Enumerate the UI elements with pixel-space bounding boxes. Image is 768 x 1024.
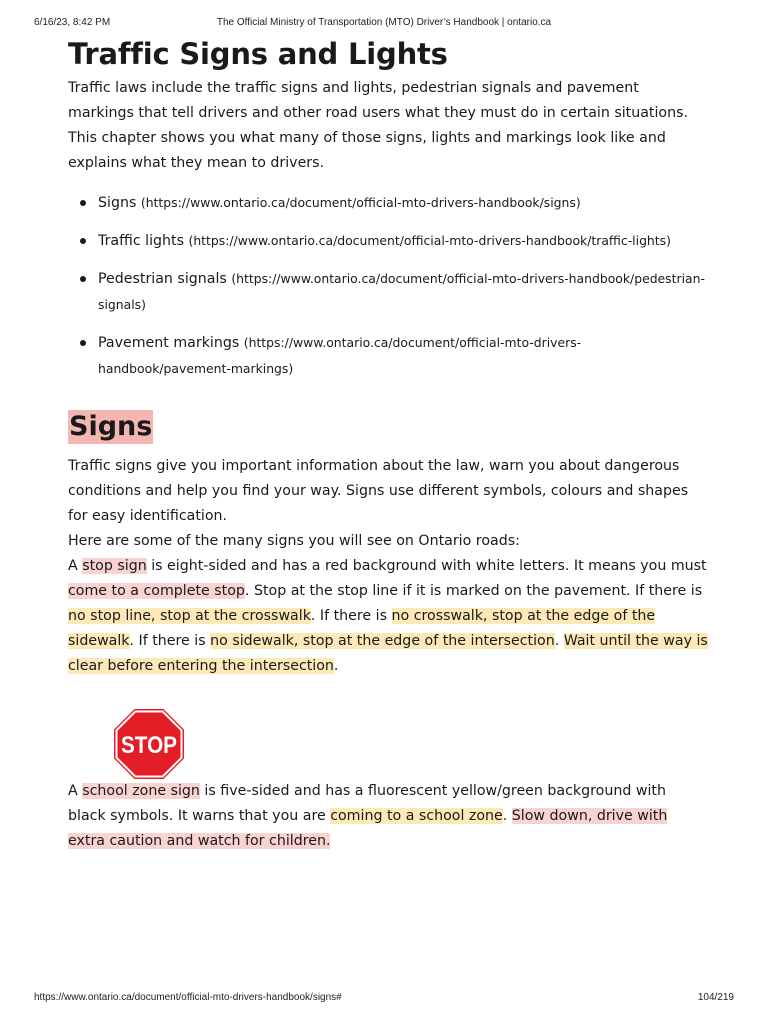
- bullet-icon: [80, 276, 86, 282]
- highlight-wait-until-clear: Wait until the way is clear before entering the intersection: [68, 633, 708, 674]
- highlight-no-sidewalk: no sidewalk, stop at the edge of the intersection: [210, 633, 555, 649]
- link-url-signs[interactable]: (https://www.ontario.ca/document/official-mto-drivers-handbook/signs): [140, 195, 581, 210]
- link-url-pavement-markings[interactable]: (https://www.ontario.ca/document/official-mto-drivers-handbook/pavement-markings): [98, 335, 582, 376]
- stop-sign-paragraph: [68, 554, 708, 679]
- highlight-complete-stop: come to a complete stop: [68, 583, 245, 599]
- print-footer: [34, 992, 734, 1006]
- highlight-no-crosswalk: no crosswalk, stop at the edge of the sidewalk: [68, 608, 656, 649]
- page-title: Traffic Signs and Lights: [68, 37, 448, 71]
- text-run: . Stop at the stop line if it is marked on the pavement. If there is: [244, 583, 703, 599]
- signs-intro-paragraph: Traffic signs give you important information about the law, warn you about dangerous conditions and help you find your way. Signs use different symbols, colours and shapes for easy identification.: [68, 458, 689, 524]
- text-run: is eight-sided and has a red background with white letters. It means you must: [146, 558, 707, 574]
- text-run: is five-sided and has a fluorescent yellow/green background with black symbols. It warns that you are: [68, 783, 666, 824]
- chapter-link-list: [68, 190, 708, 382]
- school-zone-paragraph: [68, 779, 708, 854]
- highlight-slow-down: Slow down, drive with extra caution and watch for children.: [68, 808, 668, 849]
- print-url: https://www.ontario.ca/document/official-mto-drivers-handbook/signs#: [34, 992, 342, 1003]
- signs-heading: Signs: [69, 411, 153, 442]
- highlight-stop-sign: stop sign: [82, 558, 147, 574]
- link-pedestrian-signals[interactable]: Pedestrian signals: [98, 271, 227, 287]
- text-run: .: [554, 633, 564, 649]
- bullet-icon: [80, 340, 86, 346]
- link-signs[interactable]: Signs: [98, 195, 137, 211]
- text-run: A: [68, 783, 83, 799]
- signs-examples-paragraph: Here are some of the many signs you will see on Ontario roads:: [68, 533, 520, 549]
- link-url-traffic-lights[interactable]: (https://www.ontario.ca/document/official-mto-drivers-handbook/traffic-lights): [188, 233, 671, 248]
- page-content: [68, 32, 708, 854]
- print-header: [34, 17, 734, 31]
- signs-heading-block: [68, 410, 708, 454]
- print-document-title: The Official Ministry of Transportation (MTO) Driver’s Handbook | ontario.ca: [216, 17, 552, 28]
- bullet-icon: [80, 200, 86, 206]
- highlight-no-stop-line: no stop line, stop at the crosswalk: [68, 608, 311, 624]
- highlight-coming-to-school-zone: coming to a school zone: [330, 808, 503, 824]
- text-run: .: [502, 808, 512, 824]
- text-run: A: [68, 558, 83, 574]
- page-number: 104/219: [697, 992, 734, 1003]
- bullet-icon: [80, 238, 86, 244]
- text-run: . If there is: [129, 633, 211, 649]
- link-pavement-markings[interactable]: Pavement markings: [98, 335, 240, 351]
- text-run: . If there is: [310, 608, 392, 624]
- print-date: 6/16/23, 8:42 PM: [34, 17, 111, 28]
- highlight-school-zone-sign: school zone sign: [82, 783, 200, 799]
- list-item-pavement-markings: [68, 330, 708, 382]
- stop-sign-image: [114, 709, 184, 779]
- list-item-traffic-lights: [68, 228, 708, 254]
- link-traffic-lights[interactable]: Traffic lights: [98, 233, 184, 249]
- stop-sign-icon: [114, 709, 184, 779]
- stop-sign-text: STOP: [121, 732, 177, 759]
- list-item-pedestrian-signals: [68, 266, 708, 318]
- intro-paragraph: Traffic laws include the traffic signs and lights, pedestrian signals and pavement markings that tell drivers and other road users what they must do in certain situations. This chapter shows you what many of those signs, lights and markings look like and explains what they mean to drivers.: [68, 80, 689, 171]
- link-url-pedestrian-signals[interactable]: (https://www.ontario.ca/document/official-mto-drivers-handbook/pedestrian-signals): [98, 271, 705, 312]
- text-run: .: [333, 658, 339, 674]
- list-item-signs: [68, 190, 708, 216]
